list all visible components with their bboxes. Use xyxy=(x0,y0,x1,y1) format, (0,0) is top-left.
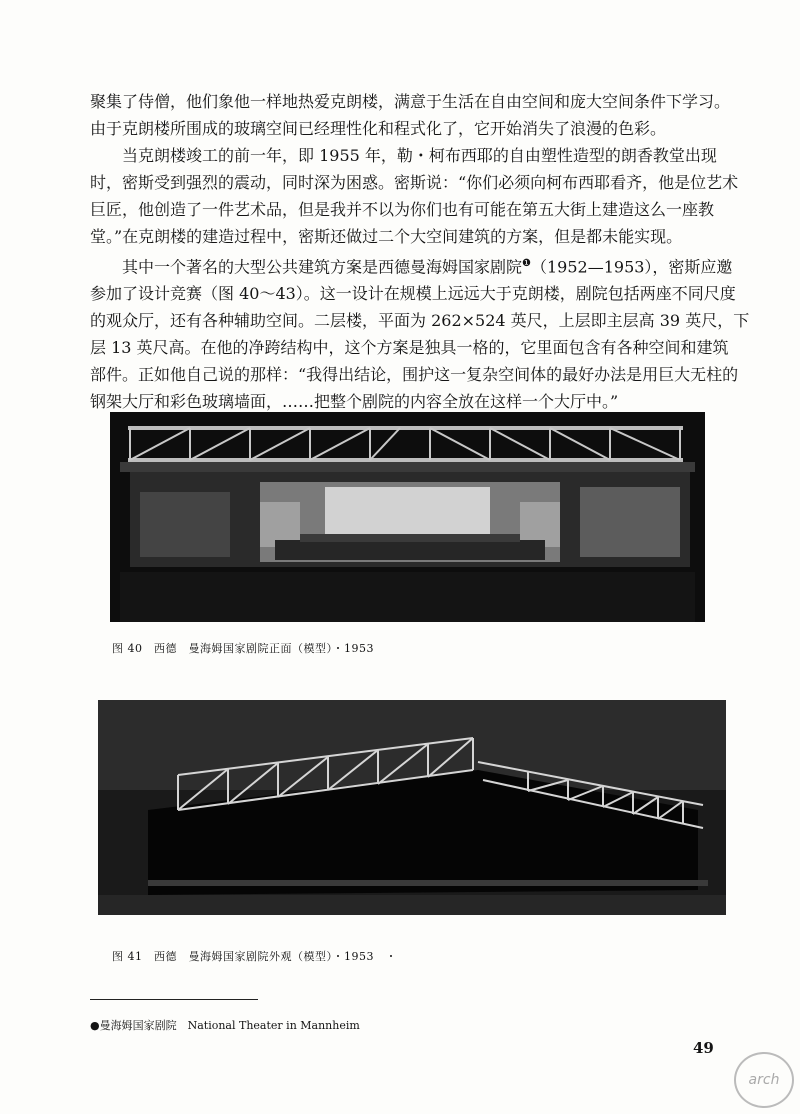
figure-40-caption: 图 40 西德 曼海姆国家剧院正面（模型）・1953 xyxy=(112,642,374,655)
text-line: 堂。”在克朗楼的建造过程中，密斯还做过二个大空间建筑的方案，但是都未能实现。 xyxy=(90,227,683,246)
theater-exterior-model-image xyxy=(98,700,726,915)
text-line: 由于克朗楼所围成的玻璃空间已经理性化和程式化了，它开始消失了浪漫的色彩。 xyxy=(90,119,667,138)
text-line: 巨匠，他创造了一件艺术品，但是我并不以为你们也有可能在第五大街上建造这么一座教 xyxy=(90,200,715,219)
footnote: ●曼海姆国家剧院 National Theater in Mannheim xyxy=(90,1019,360,1032)
text-line: 参加了设计竞赛（图 40～43）。这一设计在规模上远远大于克朗楼，剧院包括两座不同尺度 xyxy=(90,284,736,304)
page-number: 49 xyxy=(693,1039,714,1057)
text-line: 部件。正如他自己说的那样：“我得出结论，围护这一复杂空间体的最好办法是用巨大无柱的 xyxy=(90,365,739,385)
text-line: 当克朗楼竣工的前一年，即 1955 年，勒・柯布西耶的自由塑性造型的朗香教堂出现 xyxy=(122,146,717,165)
text-segment: 其中一个著名的大型公共建筑方案是西德曼海姆国家剧院 xyxy=(122,257,523,277)
watermark-logo: arch xyxy=(734,1052,794,1108)
text-line: 层 13 英尺高。在他的净跨结构中，这个方案是独具一格的，它里面包含有各种空间和建筑 xyxy=(90,338,729,358)
figure-41-photo xyxy=(98,700,726,915)
paragraph-1 xyxy=(90,88,731,142)
text-line: 时，密斯受到强烈的震动，同时深为困惑。密斯说：“你们必须向柯布西耶看齐，他是位艺术 xyxy=(90,173,739,192)
text-line: 聚集了侍僧，他们象他一样地热爱克朗楼，满意于生活在自由空间和庞大空间条件下学习。 xyxy=(90,92,731,111)
text-segment: （1952—1953），密斯应邀 xyxy=(530,257,733,277)
text-line: 的观众厅，还有各种辅助空间。二层楼，平面为 262×524 英尺，上层即主层高 39 英尺，下 xyxy=(90,311,750,331)
paragraph-2 xyxy=(90,142,739,250)
figure-40-photo xyxy=(110,412,705,622)
text-line xyxy=(90,250,733,280)
footnote-divider xyxy=(90,999,258,1000)
theater-front-model-image xyxy=(110,412,705,622)
text-line: 钢架大厅和彩色玻璃墙面，……把整个剧院的内容全放在这样一个大厅中。” xyxy=(90,392,619,412)
paragraph-3 xyxy=(90,250,750,415)
footnote-mark: ❶ xyxy=(522,258,531,269)
figure-41-caption: 图 41 西德 曼海姆国家剧院外观（模型）・1953 ・ xyxy=(112,950,397,963)
